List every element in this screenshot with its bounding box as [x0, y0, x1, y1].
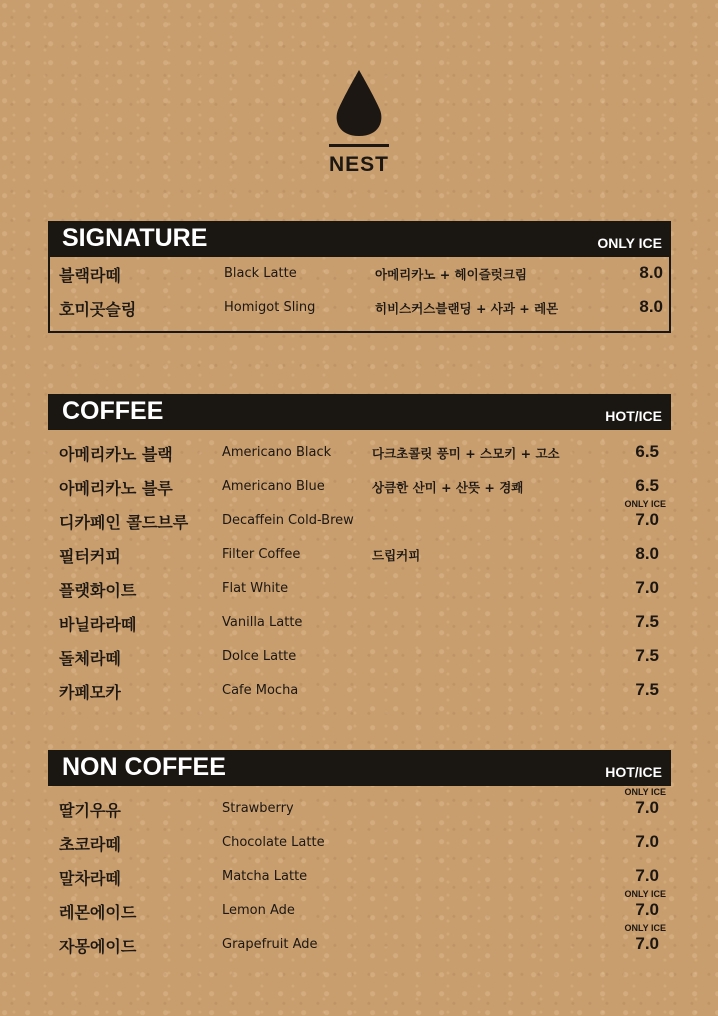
item-name-ko: 카페모카 — [59, 683, 121, 702]
item-price: 7.0 — [635, 934, 659, 953]
item-name-ko: 자몽에이드 — [59, 937, 137, 956]
menu-item — [48, 830, 671, 856]
item-name-en: Cafe Mocha — [222, 683, 299, 698]
item-note: ONLY ICE — [624, 889, 666, 899]
item-name-ko: 블랙라떼 — [59, 266, 121, 285]
item-name-en: Filter Coffee — [222, 547, 301, 562]
item-name-en: Matcha Latte — [222, 869, 308, 884]
section-tag: ONLY ICE — [597, 235, 662, 251]
item-desc: 히비스커스블랜딩 + 사과 + 레몬 — [375, 301, 559, 316]
menu-item — [48, 787, 671, 822]
item-name-ko: 필터커피 — [59, 547, 121, 566]
logo-divider — [329, 144, 389, 147]
signature-box — [48, 257, 671, 333]
section-header — [48, 394, 671, 430]
item-name-ko: 아메리카노 블루 — [59, 479, 173, 498]
item-note: ONLY ICE — [624, 499, 666, 509]
section-tag: HOT/ICE — [605, 408, 662, 424]
item-price: 7.0 — [635, 866, 659, 885]
menu-item — [48, 864, 671, 890]
item-name-ko: 말차라떼 — [59, 869, 121, 888]
item-name-en: Flat White — [222, 581, 289, 596]
menu-item — [48, 923, 671, 958]
menu-item — [48, 474, 671, 500]
item-desc: 상큼한 산미 + 산뜻 + 경쾌 — [372, 480, 524, 495]
item-name-en: Vanilla Latte — [222, 615, 303, 630]
menu-item — [48, 678, 671, 704]
menu-item — [48, 499, 671, 534]
item-price: 8.0 — [639, 263, 663, 282]
item-price: 7.0 — [635, 832, 659, 851]
brand-logo — [0, 68, 718, 177]
section-noncoffee — [48, 750, 671, 956]
item-name-en: Black Latte — [224, 266, 297, 281]
section-header — [48, 221, 671, 257]
section-signature — [48, 221, 671, 333]
item-name-ko: 디카페인 콜드브루 — [59, 513, 189, 532]
item-note: ONLY ICE — [624, 923, 666, 933]
item-price: 7.0 — [635, 578, 659, 597]
section-title: COFFEE — [62, 397, 164, 425]
item-name-ko: 호미곳슬링 — [59, 300, 137, 319]
item-name-ko: 바닐라라떼 — [59, 615, 137, 634]
menu-item — [48, 610, 671, 636]
item-price: 8.0 — [639, 297, 663, 316]
item-name-en: Grapefruit Ade — [222, 937, 318, 952]
item-name-ko: 레몬에이드 — [59, 903, 137, 922]
menu-item — [48, 542, 671, 568]
item-name-ko: 딸기우유 — [59, 801, 121, 820]
section-header — [48, 750, 671, 786]
item-name-en: Decaffein Cold-Brew — [222, 513, 354, 528]
section-title: SIGNATURE — [62, 224, 208, 252]
section-tag: HOT/ICE — [605, 764, 662, 780]
item-name-ko: 초코라떼 — [59, 835, 121, 854]
item-price: 7.5 — [635, 612, 659, 631]
menu-item — [48, 440, 671, 466]
item-price: 7.5 — [635, 680, 659, 699]
item-note: ONLY ICE — [624, 787, 666, 797]
menu-item — [48, 889, 671, 924]
brand-name: NEST — [328, 153, 389, 176]
menu-item — [48, 576, 671, 602]
item-name-en: Americano Black — [222, 445, 332, 460]
item-name-en: Chocolate Latte — [222, 835, 325, 850]
item-name-en: Dolce Latte — [222, 649, 297, 664]
item-name-en: Lemon Ade — [222, 903, 295, 918]
section-coffee — [48, 394, 671, 702]
menu-item — [48, 644, 671, 670]
section-title: NON COFFEE — [62, 753, 226, 781]
item-price: 7.5 — [635, 646, 659, 665]
item-price: 6.5 — [635, 476, 659, 495]
item-price: 8.0 — [635, 544, 659, 563]
item-desc: 드립커피 — [372, 548, 421, 563]
drop-icon — [334, 68, 384, 138]
item-name-en: Homigot Sling — [224, 300, 316, 315]
item-name-en: Strawberry — [222, 801, 294, 816]
item-price: 7.0 — [635, 798, 659, 817]
item-desc: 다크초콜릿 풍미 + 스모키 + 고소 — [372, 446, 560, 461]
item-name-en: Americano Blue — [222, 479, 325, 494]
item-name-ko: 플랫화이트 — [59, 581, 137, 600]
item-price: 7.0 — [635, 900, 659, 919]
menu-item — [50, 295, 673, 321]
item-name-ko: 돌체라떼 — [59, 649, 121, 668]
item-desc: 아메리카노 + 헤이즐럿크림 — [375, 267, 528, 282]
item-price: 7.0 — [635, 510, 659, 529]
item-name-ko: 아메리카노 블랙 — [59, 445, 173, 464]
item-price: 6.5 — [635, 442, 659, 461]
menu-item — [50, 261, 673, 287]
